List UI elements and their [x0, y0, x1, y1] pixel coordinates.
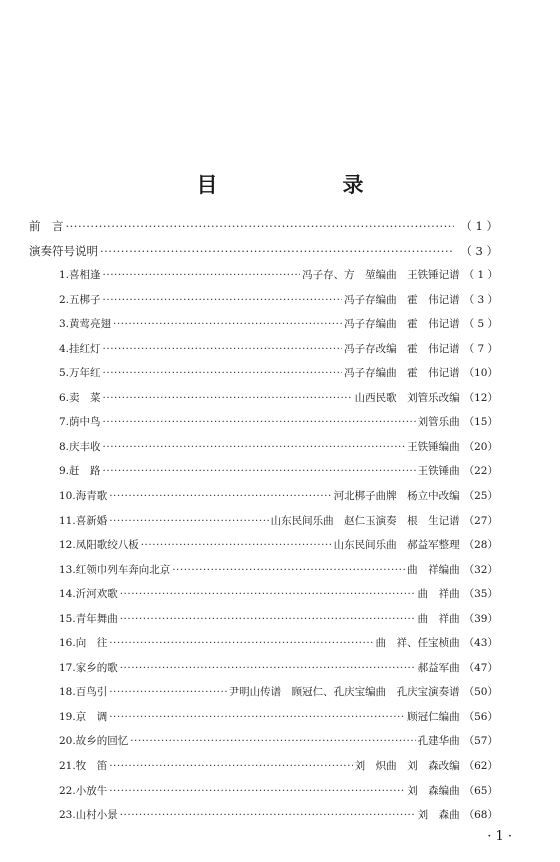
entry-number: 1.: [59, 269, 70, 282]
entry-page: （57）: [463, 735, 498, 748]
entry-title: 故乡的回忆: [75, 735, 129, 748]
toc-entry[interactable]: [29, 414, 498, 439]
toc-entry[interactable]: [29, 783, 498, 808]
toc-entry[interactable]: [29, 733, 498, 758]
entry-title: 牧 笛: [75, 760, 108, 773]
entry-page: （68）: [463, 809, 498, 822]
entry-credit: 曲 祥、任宝桢曲: [375, 637, 460, 650]
entry-number: 2.: [59, 293, 70, 306]
toc-entry[interactable]: [29, 586, 498, 611]
dot-leader: [103, 269, 301, 281]
entry-number: 22.: [59, 784, 76, 797]
toc-entry[interactable]: [29, 292, 498, 317]
toc-entry[interactable]: [29, 807, 498, 832]
dot-leader: [100, 244, 454, 258]
entry-number: 20.: [59, 735, 76, 748]
entry-title: 凤阳歌绞八板: [75, 539, 139, 552]
entry-page: （20）: [463, 440, 498, 453]
entry-credit: 冯子存、方 堃编曲 王铁锤记谱: [302, 269, 460, 282]
entry-credit: 曲 祥编曲: [407, 563, 460, 576]
dot-leader: [120, 588, 416, 600]
entry-page: （39）: [463, 612, 498, 625]
entry-page: （50）: [463, 686, 498, 699]
entry-credit: 曲 祥曲: [417, 612, 460, 625]
entry-credit: 山西民歌 刘管乐改编: [354, 391, 460, 404]
toc-entry[interactable]: [29, 463, 498, 488]
entry-title: 荫中鸟: [69, 416, 101, 429]
entry-credit: 冯子存编曲 霍 伟记谱: [344, 293, 460, 306]
entry-title: 山村小景: [75, 809, 118, 822]
toc-entry[interactable]: [29, 390, 498, 415]
entry-number: 6.: [59, 391, 70, 404]
entry-page: （62）: [463, 760, 498, 773]
entry-page: （27）: [463, 514, 498, 527]
toc-entry[interactable]: [29, 684, 498, 709]
entry-number: 18.: [59, 686, 76, 699]
entry-title: 京 调: [75, 710, 108, 723]
dot-leader: [109, 686, 226, 698]
toc-entry[interactable]: [29, 365, 498, 390]
entry-page: （ 3 ）: [463, 293, 498, 306]
toc-item-page: （ 1 ）: [460, 219, 498, 233]
entry-page: （15）: [463, 416, 498, 429]
entry-title: 庆丰收: [69, 440, 101, 453]
entry-page: （35）: [463, 588, 498, 601]
entry-credit: 王铁锤曲: [417, 465, 460, 478]
toc-item-page: （ 3 ）: [460, 243, 498, 258]
toc-entry[interactable]: [29, 341, 498, 366]
entry-number: 10.: [59, 490, 76, 503]
entry-number: 8.: [59, 440, 70, 453]
toc-entry[interactable]: [29, 537, 498, 562]
entry-title: 百鸟引: [75, 686, 108, 699]
entry-credit: 冯子存编曲 霍 伟记谱: [344, 318, 460, 331]
dot-leader: [103, 294, 343, 306]
toc-entry[interactable]: [29, 758, 498, 783]
entry-number: 12.: [59, 539, 76, 552]
entry-number: 17.: [59, 661, 76, 674]
entry-page: （12）: [463, 391, 498, 404]
dot-leader: [120, 613, 416, 625]
dot-leader: [103, 367, 343, 379]
entry-number: 21.: [59, 760, 76, 773]
entry-page: （43）: [463, 637, 498, 650]
toc-entry[interactable]: [29, 709, 498, 734]
entry-number: 5.: [59, 367, 70, 380]
toc-entry[interactable]: [29, 267, 498, 292]
toc-entry[interactable]: [29, 611, 498, 636]
dot-leader: [66, 219, 455, 233]
entry-title: 五梆子: [69, 293, 101, 306]
entry-page: （32）: [463, 563, 498, 576]
toc-entry[interactable]: [29, 562, 498, 587]
entry-number: 13.: [59, 563, 76, 576]
entry-credit: 曲 祥曲: [417, 588, 460, 601]
dot-leader: [109, 490, 331, 502]
entry-title: 赶 路: [69, 465, 101, 478]
dot-leader: [103, 465, 416, 477]
entry-title: 家乡的歌: [75, 661, 118, 674]
dot-leader: [109, 637, 373, 649]
entry-page: （65）: [463, 784, 498, 797]
dot-leader: [109, 785, 405, 797]
dot-leader: [103, 416, 416, 428]
dot-leader: [109, 711, 405, 723]
toc-entry[interactable]: [29, 635, 498, 660]
entry-page: （ 5 ）: [463, 318, 498, 331]
toc-entry[interactable]: [29, 488, 498, 513]
dot-leader: [141, 539, 332, 551]
toc-entry[interactable]: [29, 660, 498, 685]
entry-credit: 山东民间乐曲 郝益军整理: [333, 539, 460, 552]
entry-page: （10）: [463, 367, 498, 380]
dot-leader: [103, 441, 406, 453]
entry-number: 23.: [59, 809, 76, 822]
entry-title: 万年红: [69, 367, 101, 380]
entry-number: 15.: [59, 612, 76, 625]
table-of-contents: [29, 218, 498, 832]
entry-page: （ 7 ）: [463, 342, 498, 355]
entry-credit: 刘 森曲: [417, 809, 460, 822]
entry-title: 黄莺亮翅: [69, 318, 112, 331]
entry-page: （22）: [463, 465, 498, 478]
toc-entry[interactable]: [29, 439, 498, 464]
entry-title: 挂红灯: [69, 342, 101, 355]
entry-number: 11.: [59, 514, 76, 527]
entry-title: 喜相逢: [69, 269, 101, 282]
page-title: 目 录: [196, 173, 416, 197]
dot-leader: [109, 760, 352, 772]
entry-title: 喜新婚: [75, 514, 108, 527]
entry-title: 红领巾列车奔向北京: [75, 563, 171, 576]
entry-number: 19.: [59, 710, 76, 723]
toc-item-title: 演奏符号说明: [29, 243, 98, 258]
entry-number: 4.: [59, 342, 70, 355]
entry-page: （ 1 ）: [463, 269, 498, 282]
entry-title: 向 往: [75, 637, 108, 650]
entry-title: 青年舞曲: [75, 612, 118, 625]
entry-page: （56）: [463, 710, 498, 723]
entry-credit: 尹明山传谱 顾冠仁、孔庆宝编曲 孔庆宝演奏谱: [228, 686, 460, 699]
entry-credit: 刘 炽曲 刘 森改编: [354, 760, 460, 773]
entry-credit: 郝益军曲: [417, 661, 460, 674]
entry-page: （47）: [463, 661, 498, 674]
entry-credit: 王铁锤编曲: [407, 440, 460, 453]
entry-credit: 山东民间乐曲 赵仁玉演奏 根 生记谱: [270, 514, 460, 527]
entry-credit: 冯子存编曲 霍 伟记谱: [344, 367, 460, 380]
toc-item-preface[interactable]: [29, 218, 498, 243]
entry-page: （28）: [463, 539, 498, 552]
entry-title: 小放牛: [75, 784, 108, 797]
entry-credit: 孔建华曲: [417, 735, 460, 748]
entry-credit: 刘 森编曲: [407, 784, 460, 797]
toc-entry[interactable]: [29, 513, 498, 538]
entry-credit: 顾冠仁编曲: [407, 710, 460, 723]
entry-number: 3.: [59, 318, 70, 331]
entry-number: 14.: [59, 588, 76, 601]
entry-title: 海青歌: [75, 490, 108, 503]
entry-title: 沂河欢歌: [75, 588, 118, 601]
dot-leader: [130, 735, 415, 747]
entry-credit: 冯子存改编 霍 伟记谱: [344, 342, 460, 355]
dot-leader: [109, 515, 268, 527]
entry-number: 7.: [59, 416, 70, 429]
dot-leader: [103, 343, 343, 355]
dot-leader: [103, 392, 353, 404]
entry-page: （25）: [463, 490, 498, 503]
toc-item-notation[interactable]: [29, 243, 498, 268]
toc-entry[interactable]: [29, 316, 498, 341]
dot-leader: [113, 318, 342, 330]
toc-item-title: 前 言: [29, 219, 64, 233]
dot-leader: [120, 809, 416, 821]
entry-credit: 刘管乐曲: [417, 416, 460, 429]
entry-credit: 河北梆子曲牌 杨立中改编: [333, 490, 460, 503]
entry-number: 9.: [59, 465, 70, 478]
dot-leader: [120, 662, 416, 674]
page-number: · 1 ·: [487, 829, 512, 844]
dot-leader: [172, 564, 405, 576]
entry-number: 16.: [59, 637, 76, 650]
entry-title: 卖 菜: [69, 391, 101, 404]
